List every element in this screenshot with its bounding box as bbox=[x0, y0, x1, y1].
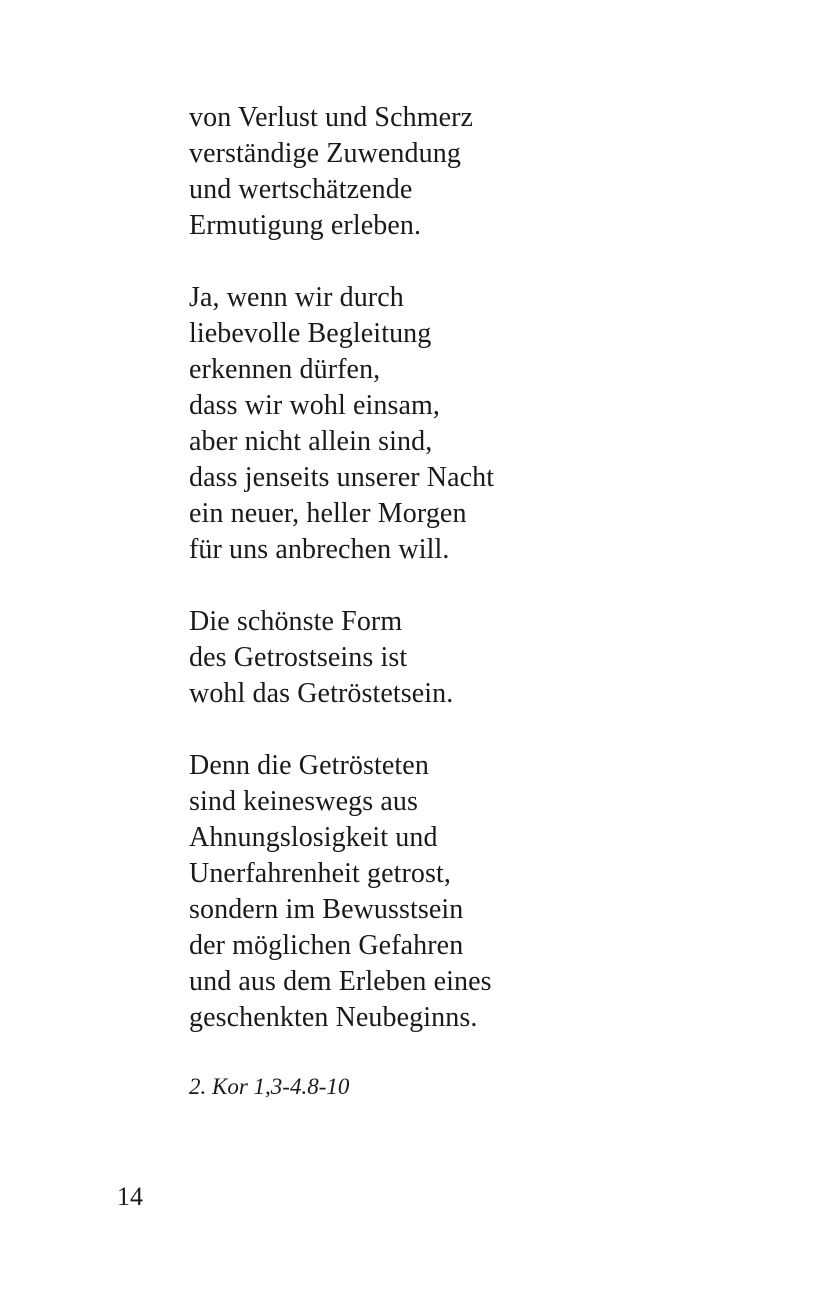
bible-reference: 2. Kor 1,3-4.8-10 bbox=[189, 1074, 350, 1099]
poem-line: Ahnungslosigkeit und bbox=[189, 822, 438, 853]
poem-line: Ermutigung erleben. bbox=[189, 210, 422, 241]
poem-line: und wertschätzende bbox=[189, 174, 413, 205]
poem-line: dass jenseits unserer Nacht bbox=[189, 462, 495, 493]
poem-line: von Verlust und Schmerz bbox=[189, 102, 474, 133]
stanza-2 bbox=[189, 280, 749, 568]
poem-line: für uns anbrechen will. bbox=[189, 534, 450, 565]
poem-line: erkennen dürfen, bbox=[189, 354, 381, 385]
page-number: 14 bbox=[117, 1182, 143, 1211]
poem-line: ein neuer, heller Morgen bbox=[189, 498, 467, 529]
poem-line: geschenkten Neubeginns. bbox=[189, 1002, 478, 1033]
poem-line: der möglichen Gefahren bbox=[189, 930, 464, 961]
stanza-4 bbox=[189, 748, 749, 1036]
poem-line: verständige Zuwendung bbox=[189, 138, 461, 169]
poem-line: Die schönste Form bbox=[189, 606, 403, 637]
poem-line: und aus dem Erleben eines bbox=[189, 966, 492, 997]
poem-line: Unerfahrenheit getrost, bbox=[189, 858, 451, 889]
poem-line: dass wir wohl einsam, bbox=[189, 390, 440, 421]
stanza-1 bbox=[189, 100, 749, 244]
poem-line: Ja, wenn wir durch bbox=[189, 282, 404, 313]
poem-line: wohl das Getröstetsein. bbox=[189, 678, 454, 709]
poem-line: sondern im Bewusstsein bbox=[189, 894, 464, 925]
poem-line: sind keineswegs aus bbox=[189, 786, 418, 817]
poem-line: liebevolle Begleitung bbox=[189, 318, 432, 349]
poem-line: aber nicht allein sind, bbox=[189, 426, 433, 457]
poem-text bbox=[189, 100, 749, 1102]
poem-line: Denn die Getrösteten bbox=[189, 750, 429, 781]
poem-line: des Getrostseins ist bbox=[189, 642, 408, 673]
stanza-3 bbox=[189, 604, 749, 712]
